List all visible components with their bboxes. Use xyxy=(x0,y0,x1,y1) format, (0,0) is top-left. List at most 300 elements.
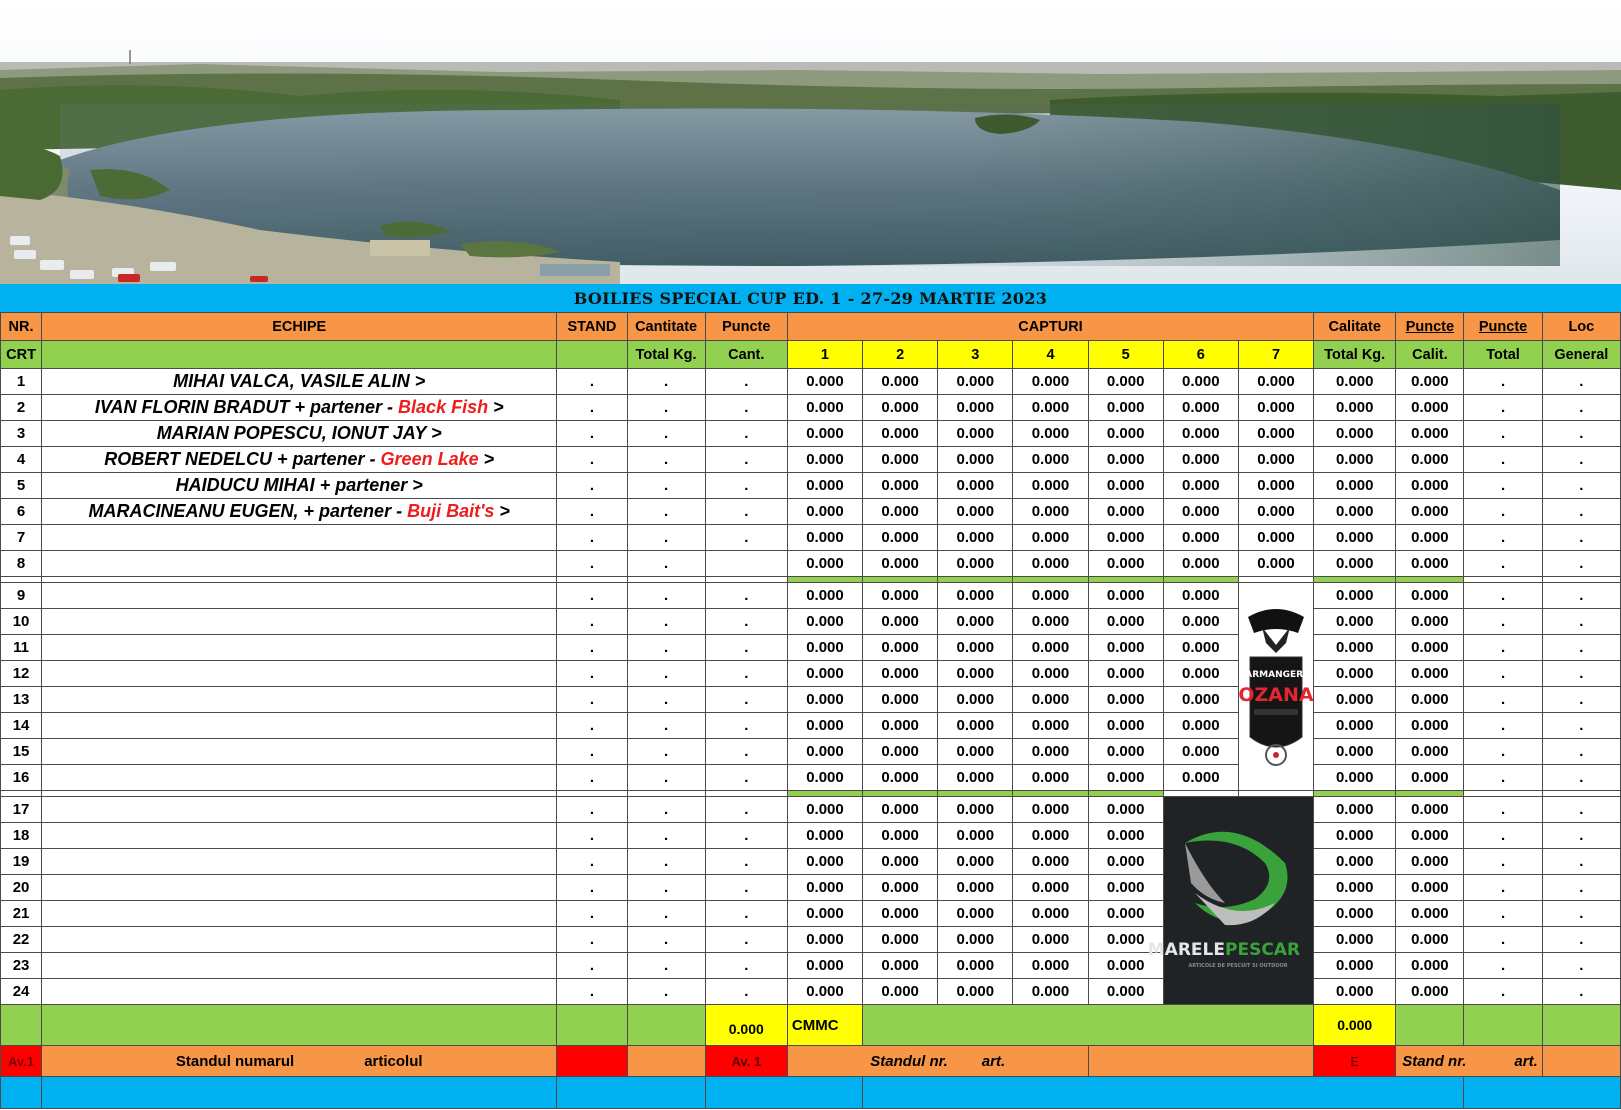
capture-cell: 0.000 xyxy=(863,499,938,525)
row-number: 6 xyxy=(1,499,42,525)
capture-cell: 0.000 xyxy=(1088,421,1163,447)
capture-cell: 0.000 xyxy=(938,901,1013,927)
capture-cell: 0.000 xyxy=(1013,927,1088,953)
header-calit-total-kg: Total Kg. xyxy=(1314,341,1396,369)
puncte-total-cell: . xyxy=(1464,823,1542,849)
header-crt: CRT xyxy=(1,341,42,369)
team-name-cell xyxy=(42,551,557,577)
standul-numarul-label: Standul numarul xyxy=(175,1052,295,1070)
capture-cell: 0.000 xyxy=(1013,551,1088,577)
team-names: ROBERT NEDELCU xyxy=(104,449,272,469)
capture-cell: 0.000 xyxy=(1013,849,1088,875)
capture-cell: 0.000 xyxy=(787,687,862,713)
puncte-calit-cell: 0.000 xyxy=(1396,979,1464,1005)
stand-cell: . xyxy=(557,979,627,1005)
team-partner-label: + partener - xyxy=(294,397,394,417)
art2-label: art. xyxy=(1514,1052,1538,1070)
summary-row xyxy=(1,1005,1621,1046)
capture-cell: 0.000 xyxy=(1238,525,1313,551)
table-row xyxy=(1,927,1621,953)
puncte-total-cell: . xyxy=(1464,849,1542,875)
puncte-calit-cell: 0.000 xyxy=(1396,901,1464,927)
table-row xyxy=(1,395,1621,421)
capture-cell: 0.000 xyxy=(863,823,938,849)
capture-cell: 0.000 xyxy=(787,713,862,739)
capture-cell: 0.000 xyxy=(1088,927,1163,953)
row-number: 19 xyxy=(1,849,42,875)
standul-nr-label: Standul nr. xyxy=(870,1052,948,1070)
row-number: 12 xyxy=(1,661,42,687)
puncte-total-cell: . xyxy=(1464,901,1542,927)
stand-cell: . xyxy=(557,739,627,765)
team-partner-label: + partener - xyxy=(303,501,403,521)
team-name-cell xyxy=(42,661,557,687)
loc-general-cell: . xyxy=(1542,713,1620,739)
row-number: 21 xyxy=(1,901,42,927)
capture-cell: 0.000 xyxy=(1163,551,1238,577)
av1-mid: Av. 1 xyxy=(705,1046,787,1077)
puncte-calit-cell: 0.000 xyxy=(1396,661,1464,687)
capture-cell: 0.000 xyxy=(1238,447,1313,473)
warning-standul-nr-cell xyxy=(787,1046,1088,1077)
capture-cell: 0.000 xyxy=(938,713,1013,739)
header-puncte-calit: Puncte xyxy=(1396,313,1464,341)
capture-cell: 0.000 xyxy=(787,551,862,577)
table-row xyxy=(1,551,1621,577)
puncte-total-cell: . xyxy=(1464,499,1542,525)
calit-total-kg-cell: 0.000 xyxy=(1314,609,1396,635)
puncte-calit-cell: 0.000 xyxy=(1396,609,1464,635)
results-table xyxy=(0,312,1621,1109)
table-row xyxy=(1,713,1621,739)
sponsor-logo-ozana xyxy=(1239,597,1313,777)
capture-cell: 0.000 xyxy=(1163,739,1238,765)
header-capture-2: 2 xyxy=(863,341,938,369)
ozana-line2: OZANA xyxy=(1238,683,1314,706)
puncte-calit-cell: 0.000 xyxy=(1396,421,1464,447)
header-general: General xyxy=(1542,341,1620,369)
header-capture-6: 6 xyxy=(1163,341,1238,369)
capture-cell: 0.000 xyxy=(938,875,1013,901)
puncte-calit-cell: 0.000 xyxy=(1396,849,1464,875)
row-number: 11 xyxy=(1,635,42,661)
puncte-total-cell: . xyxy=(1464,447,1542,473)
puncte-total-cell: . xyxy=(1464,765,1542,791)
loc-general-cell: . xyxy=(1542,927,1620,953)
table-row xyxy=(1,473,1621,499)
stand-cell: . xyxy=(557,369,627,395)
capture-cell: 0.000 xyxy=(787,661,862,687)
capture-cell: 0.000 xyxy=(863,661,938,687)
capture-cell: 0.000 xyxy=(787,849,862,875)
capture-cell: 0.000 xyxy=(1088,739,1163,765)
team-names: MIHAI VALCA, VASILE ALIN xyxy=(173,371,410,391)
table-row xyxy=(1,765,1621,791)
total-kg-cell: . xyxy=(627,849,705,875)
calit-total-kg-cell: 0.000 xyxy=(1314,635,1396,661)
capture-cell: 0.000 xyxy=(787,875,862,901)
capture-cell: 0.000 xyxy=(787,979,862,1005)
loc-general-cell: . xyxy=(1542,583,1620,609)
competition-title: BOILIES SPECIAL CUP ED. 1 - 27-29 MARTIE 2023 xyxy=(0,284,1621,312)
stand-cell: . xyxy=(557,849,627,875)
capture-cell: 0.000 xyxy=(863,713,938,739)
capture-cell: 0.000 xyxy=(863,421,938,447)
calit-total-kg-cell: 0.000 xyxy=(1314,739,1396,765)
team-name-cell xyxy=(42,953,557,979)
stand-cell: . xyxy=(557,765,627,791)
calit-total-kg-cell: 0.000 xyxy=(1314,979,1396,1005)
stand-cell: . xyxy=(557,609,627,635)
puncte-calit-cell: 0.000 xyxy=(1396,739,1464,765)
total-kg-cell: . xyxy=(627,369,705,395)
summary-cmmc: CMMC xyxy=(787,1005,862,1046)
capture-cell: 0.000 xyxy=(938,739,1013,765)
capture-cell: 0.000 xyxy=(938,979,1013,1005)
total-kg-cell: . xyxy=(627,765,705,791)
table-row xyxy=(1,421,1621,447)
warning-cell xyxy=(1088,1046,1314,1077)
team-arrow: > xyxy=(414,371,426,391)
puncte-cant-cell: . xyxy=(705,473,787,499)
header-capture-4: 4 xyxy=(1013,341,1088,369)
puncte-cant-cell: . xyxy=(705,369,787,395)
footer-cell xyxy=(863,1077,1464,1109)
table-row xyxy=(1,901,1621,927)
capture-cell: 0.000 xyxy=(938,447,1013,473)
capture-cell: 0.000 xyxy=(1013,421,1088,447)
capture-cell: 0.000 xyxy=(1013,609,1088,635)
total-kg-cell: . xyxy=(627,927,705,953)
calit-total-kg-cell: 0.000 xyxy=(1314,765,1396,791)
team-arrow: > xyxy=(483,449,495,469)
row-number: 1 xyxy=(1,369,42,395)
loc-general-cell: . xyxy=(1542,875,1620,901)
puncte-cant-cell: . xyxy=(705,713,787,739)
articolul-label: articolul xyxy=(364,1052,423,1070)
summary-cell xyxy=(42,1005,557,1046)
calit-total-kg-cell: 0.000 xyxy=(1314,583,1396,609)
warning-cell xyxy=(1542,1046,1620,1077)
warning-red-cell xyxy=(557,1046,627,1077)
total-kg-cell: . xyxy=(627,687,705,713)
capture-cell: 0.000 xyxy=(1163,421,1238,447)
capture-cell: 0.000 xyxy=(787,583,862,609)
warning-e: E xyxy=(1314,1046,1396,1077)
header-nr: NR. xyxy=(1,313,42,341)
row-number: 2 xyxy=(1,395,42,421)
warnings-row xyxy=(1,1046,1621,1077)
header-total: Total xyxy=(1464,341,1542,369)
table-row xyxy=(1,849,1621,875)
table-row xyxy=(1,369,1621,395)
puncte-total-cell: . xyxy=(1464,927,1542,953)
puncte-cant-cell: . xyxy=(705,395,787,421)
stand-nr-label: Stand nr. xyxy=(1402,1052,1467,1070)
stand-cell: . xyxy=(557,635,627,661)
header-echipe: ECHIPE xyxy=(42,313,557,341)
row-number: 23 xyxy=(1,953,42,979)
puncte-total-cell: . xyxy=(1464,953,1542,979)
capture-cell: 0.000 xyxy=(1088,687,1163,713)
capture-cell: 0.000 xyxy=(1088,875,1163,901)
capture-cell: 0.000 xyxy=(1088,953,1163,979)
summary-cell xyxy=(627,1005,705,1046)
loc-general-cell: . xyxy=(1542,447,1620,473)
puncte-calit-cell: 0.000 xyxy=(1396,583,1464,609)
puncte-total-cell: . xyxy=(1464,661,1542,687)
capture-cell: 0.000 xyxy=(863,369,938,395)
capture-cell: 0.000 xyxy=(863,901,938,927)
team-name-cell xyxy=(42,395,557,421)
capture-cell: 0.000 xyxy=(1088,525,1163,551)
capture-cell: 0.000 xyxy=(1088,583,1163,609)
puncte-calit-cell: 0.000 xyxy=(1396,473,1464,499)
row-number: 8 xyxy=(1,551,42,577)
calit-total-kg-cell: 0.000 xyxy=(1314,901,1396,927)
art-label: art. xyxy=(981,1052,1006,1070)
team-name-cell xyxy=(42,499,557,525)
puncte-calit-cell: 0.000 xyxy=(1396,395,1464,421)
puncte-total-cell: . xyxy=(1464,421,1542,447)
row-number: 24 xyxy=(1,979,42,1005)
table-row xyxy=(1,823,1621,849)
loc-general-cell: . xyxy=(1542,609,1620,635)
team-arrow: > xyxy=(493,397,504,417)
team-names: MARIAN POPESCU, IONUT JAY xyxy=(156,423,427,443)
team-rows xyxy=(1,369,1621,1005)
capture-cell: 0.000 xyxy=(863,395,938,421)
capture-cell: 0.000 xyxy=(938,635,1013,661)
team-name-cell xyxy=(42,635,557,661)
team-name-cell xyxy=(42,369,557,395)
loc-general-cell: . xyxy=(1542,765,1620,791)
puncte-cant-cell: . xyxy=(705,875,787,901)
total-kg-cell: . xyxy=(627,551,705,577)
capture-cell: 0.000 xyxy=(787,525,862,551)
puncte-total-cell: . xyxy=(1464,369,1542,395)
capture-cell: 0.000 xyxy=(1013,901,1088,927)
pescar-part1: MARELE xyxy=(1148,939,1226,960)
header-capture-3: 3 xyxy=(938,341,1013,369)
capture-cell: 0.000 xyxy=(1088,609,1163,635)
capture-cell: 0.000 xyxy=(863,687,938,713)
capture-cell: 0.000 xyxy=(938,609,1013,635)
puncte-cant-cell: . xyxy=(705,609,787,635)
capture-cell: 0.000 xyxy=(1088,473,1163,499)
capture-cell: 0.000 xyxy=(1088,551,1163,577)
stand-cell: . xyxy=(557,473,627,499)
loc-general-cell: . xyxy=(1542,661,1620,687)
capture-cell: 0.000 xyxy=(787,395,862,421)
loc-general-cell: . xyxy=(1542,979,1620,1005)
puncte-total-cell: . xyxy=(1464,713,1542,739)
warning-stand-cell xyxy=(42,1046,557,1077)
puncte-total-cell: . xyxy=(1464,875,1542,901)
capture-cell: 0.000 xyxy=(1163,447,1238,473)
capture-cell: 0.000 xyxy=(938,765,1013,791)
capture-cell: 0.000 xyxy=(787,635,862,661)
capture-cell: 0.000 xyxy=(787,369,862,395)
summary-cant-total: 0.000 xyxy=(705,1005,787,1046)
puncte-cant-cell: . xyxy=(705,583,787,609)
row-number: 9 xyxy=(1,583,42,609)
capture-cell: 0.000 xyxy=(938,369,1013,395)
total-kg-cell: . xyxy=(627,421,705,447)
capture-cell: 0.000 xyxy=(1013,739,1088,765)
capture-cell: 0.000 xyxy=(1088,447,1163,473)
row-number: 13 xyxy=(1,687,42,713)
row-number: 22 xyxy=(1,927,42,953)
footer-cell xyxy=(1,1077,42,1109)
capture-cell: 0.000 xyxy=(1013,979,1088,1005)
header-row-2 xyxy=(1,341,1621,369)
table-row xyxy=(1,797,1621,823)
capture-cell: 0.000 xyxy=(1013,525,1088,551)
puncte-total-cell: . xyxy=(1464,473,1542,499)
row-number: 17 xyxy=(1,797,42,823)
capture-cell: 0.000 xyxy=(1013,713,1088,739)
lake-banner-photo xyxy=(0,0,1621,284)
team-arrow: > xyxy=(499,501,510,521)
puncte-total-cell: . xyxy=(1464,583,1542,609)
puncte-total-cell: . xyxy=(1464,635,1542,661)
team-name-cell xyxy=(42,713,557,739)
capture-cell: 0.000 xyxy=(938,421,1013,447)
capture-cell: 0.000 xyxy=(1163,765,1238,791)
total-kg-cell: . xyxy=(627,823,705,849)
puncte-cant-cell: . xyxy=(705,447,787,473)
header-loc: Loc xyxy=(1542,313,1620,341)
table-row xyxy=(1,499,1621,525)
capture-cell: 0.000 xyxy=(938,953,1013,979)
row-number: 14 xyxy=(1,713,42,739)
row-number: 7 xyxy=(1,525,42,551)
capture-cell: 0.000 xyxy=(1163,687,1238,713)
team-name-cell xyxy=(42,739,557,765)
team-sponsor: Green Lake xyxy=(380,449,479,469)
capture-cell: 0.000 xyxy=(863,797,938,823)
total-kg-cell: . xyxy=(627,583,705,609)
capture-cell: 0.000 xyxy=(863,927,938,953)
total-kg-cell: . xyxy=(627,447,705,473)
team-name-cell xyxy=(42,979,557,1005)
team-name-cell xyxy=(42,687,557,713)
table-row xyxy=(1,635,1621,661)
total-kg-cell: . xyxy=(627,953,705,979)
capture-cell: 0.000 xyxy=(938,927,1013,953)
header-stand: STAND xyxy=(557,313,627,341)
capture-cell: 0.000 xyxy=(1013,953,1088,979)
puncte-calit-cell: 0.000 xyxy=(1396,369,1464,395)
calit-total-kg-cell: 0.000 xyxy=(1314,713,1396,739)
loc-general-cell: . xyxy=(1542,369,1620,395)
capture-cell: 0.000 xyxy=(938,823,1013,849)
summary-cell xyxy=(863,1005,1314,1046)
capture-cell: 0.000 xyxy=(1163,713,1238,739)
calit-total-kg-cell: 0.000 xyxy=(1314,661,1396,687)
loc-general-cell: . xyxy=(1542,421,1620,447)
summary-calit-total: 0.000 xyxy=(1314,1005,1396,1046)
puncte-cant-cell: . xyxy=(705,421,787,447)
team-names: HAIDUCU MIHAI xyxy=(175,475,315,495)
table-row xyxy=(1,739,1621,765)
warning-cell xyxy=(627,1046,705,1077)
table-row xyxy=(1,447,1621,473)
total-kg-cell: . xyxy=(627,499,705,525)
header-cantitate: Cantitate xyxy=(627,313,705,341)
puncte-calit-cell: 0.000 xyxy=(1396,635,1464,661)
capture-cell: 0.000 xyxy=(1088,797,1163,823)
puncte-total-cell: . xyxy=(1464,687,1542,713)
loc-general-cell: . xyxy=(1542,635,1620,661)
stand-cell: . xyxy=(557,713,627,739)
team-name-cell xyxy=(42,583,557,609)
team-name-cell xyxy=(42,875,557,901)
total-kg-cell: . xyxy=(627,395,705,421)
capture-cell: 0.000 xyxy=(787,473,862,499)
summary-cell xyxy=(557,1005,627,1046)
capture-cell: 0.000 xyxy=(787,901,862,927)
team-name-cell xyxy=(42,765,557,791)
row-number: 3 xyxy=(1,421,42,447)
capture-cell: 0.000 xyxy=(1013,369,1088,395)
calit-total-kg-cell: 0.000 xyxy=(1314,369,1396,395)
table-row xyxy=(1,953,1621,979)
capture-cell: 0.000 xyxy=(1163,499,1238,525)
stand-cell: . xyxy=(557,901,627,927)
capture-cell: 0.000 xyxy=(938,499,1013,525)
header-puncte-total: Puncte xyxy=(1464,313,1542,341)
capture-cell: 0.000 xyxy=(1013,765,1088,791)
capture-cell: 0.000 xyxy=(1013,687,1088,713)
capture-cell: 0.000 xyxy=(787,447,862,473)
puncte-calit-cell: 0.000 xyxy=(1396,525,1464,551)
total-kg-cell: . xyxy=(627,713,705,739)
puncte-cant-cell: . xyxy=(705,901,787,927)
capture-cell: 0.000 xyxy=(787,421,862,447)
footer-cell xyxy=(42,1077,557,1109)
capture-cell: 0.000 xyxy=(1088,369,1163,395)
capture-cell: 0.000 xyxy=(1013,823,1088,849)
header-capture-7: 7 xyxy=(1238,341,1313,369)
team-name-cell xyxy=(42,849,557,875)
row-number: 5 xyxy=(1,473,42,499)
puncte-total-cell: . xyxy=(1464,551,1542,577)
table-row xyxy=(1,687,1621,713)
header-echipe-blank xyxy=(42,341,557,369)
puncte-cant-cell: . xyxy=(705,525,787,551)
capture-cell: 0.000 xyxy=(863,739,938,765)
header-row-1 xyxy=(1,313,1621,341)
team-name-cell xyxy=(42,901,557,927)
capture-cell: 0.000 xyxy=(1013,395,1088,421)
header-capture-1: 1 xyxy=(787,341,862,369)
calit-total-kg-cell: 0.000 xyxy=(1314,797,1396,823)
puncte-cant-cell: . xyxy=(705,661,787,687)
calit-total-kg-cell: 0.000 xyxy=(1314,499,1396,525)
capture-cell: 0.000 xyxy=(938,395,1013,421)
capture-cell: 0.000 xyxy=(938,661,1013,687)
footer-row xyxy=(1,1077,1621,1109)
header-stand-blank xyxy=(557,341,627,369)
puncte-cant-cell: . xyxy=(705,927,787,953)
stand-cell: . xyxy=(557,687,627,713)
total-kg-cell: . xyxy=(627,473,705,499)
puncte-cant-cell: . xyxy=(705,849,787,875)
puncte-cant-cell: . xyxy=(705,687,787,713)
capture-cell: 0.000 xyxy=(938,849,1013,875)
